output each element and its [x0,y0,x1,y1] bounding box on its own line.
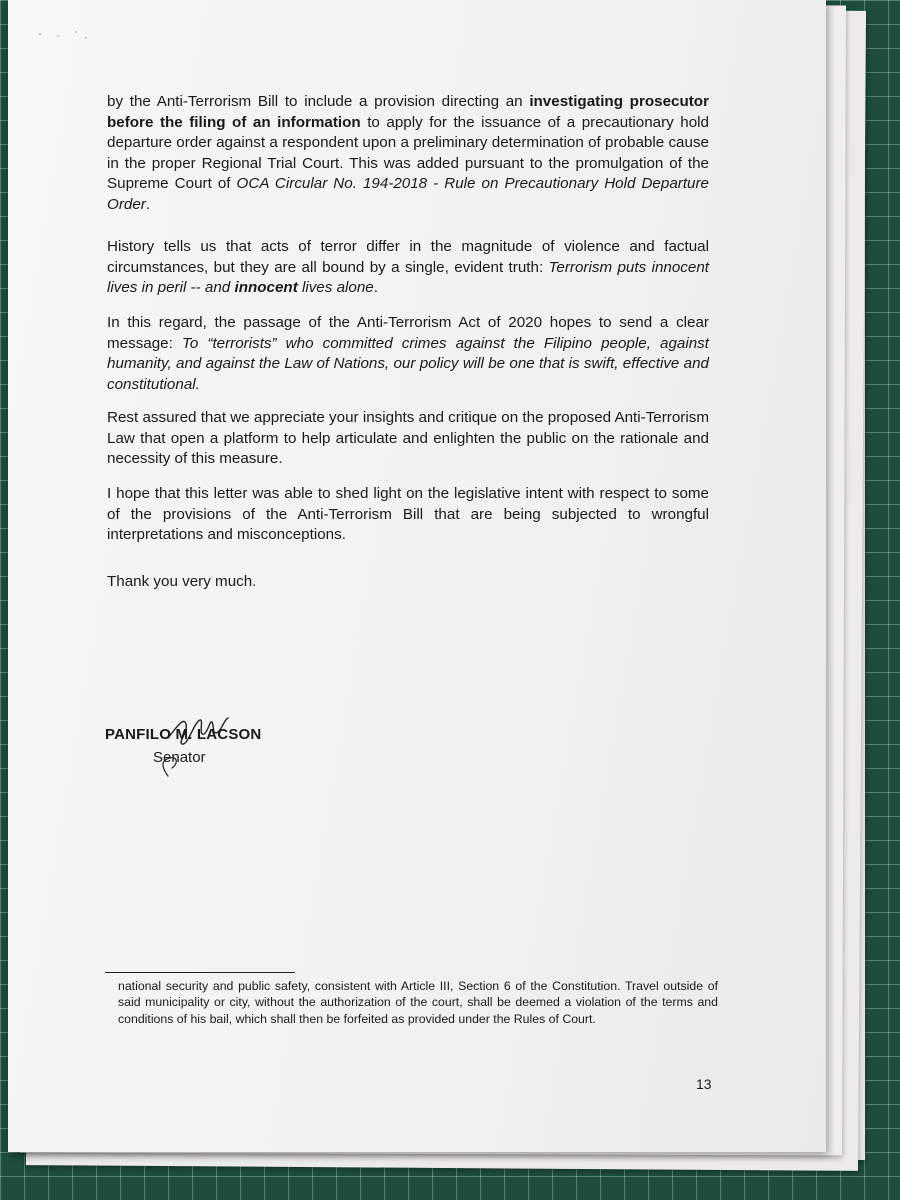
paragraph-legislative-intent: I hope that this letter was able to shed light on the legislative intent with respect to some of the provisions of the Anti-Terrorism Bill that are being subjected to wrongful interpretations and misconceptions. [107,485,709,544]
paragraph-history [107,237,709,299]
bold-text: investigating prosecutor before the filing of an information [107,93,709,131]
text-span: In this regard, the passage of the Anti-Terrorism Act of 2020 hopes to send a clear message: [107,314,709,352]
paragraph-message [107,313,709,395]
paragraph-closing: Thank you very much. [107,573,257,590]
signatory-name: PANFILO M. LACSON [105,726,262,743]
signatory-title: Senator [153,749,206,766]
page-number: 13 [696,1076,712,1092]
text-span: . [145,195,151,213]
italic-text: OCA Circular No. 194-2018 - Rule on Precautionary Hold Departure Order [107,175,710,213]
bold-italic-text: innocent [234,279,298,297]
italic-text: To “terrorists” who committed crimes against the Filipino people, against humanity, and against the Law of Nations, our policy will be one that is swift, effective and constitutional. [107,334,709,393]
text-span: to apply for the issuance of a precautionary hold departure order against a respondent upon a preliminary determination of probable cause in the proper Regional Trial Court. This was added pursuant to the promulgation of the Supreme Court of [107,113,709,193]
paragraph-rest-assured: Rest assured that we appreciate your insights and critique on the proposed Anti-Terrorism Law that open a platform to help articulate and enlighten the public on the rationale and necessity of this measure. [107,409,709,468]
punch-marks [36,24,96,44]
letter-page [8,0,826,1152]
text-span: . [373,279,378,297]
italic-text: Terrorism puts innocent lives in peril -- and [107,258,709,297]
paragraph-precautionary-order [107,92,709,216]
footnote-divider [105,972,295,973]
italic-text: lives alone [297,279,374,297]
text-span: History tells us that acts of terror differ in the magnitude of violence and factual circumstances, but they are all bound by a single, evident truth: [107,238,709,276]
text-span: by the Anti-Terrorism Bill to include a provision directing an [107,93,530,110]
footnote-text: national security and public safety, consistent with Article III, Section 6 of the Constitution. Travel outside of said municipality or city, without the authorization of the court, shall be deemed a violation of the terms and conditions of his bail, which shall then be forfeited as provided under the Rules of Court. [118,979,718,1026]
